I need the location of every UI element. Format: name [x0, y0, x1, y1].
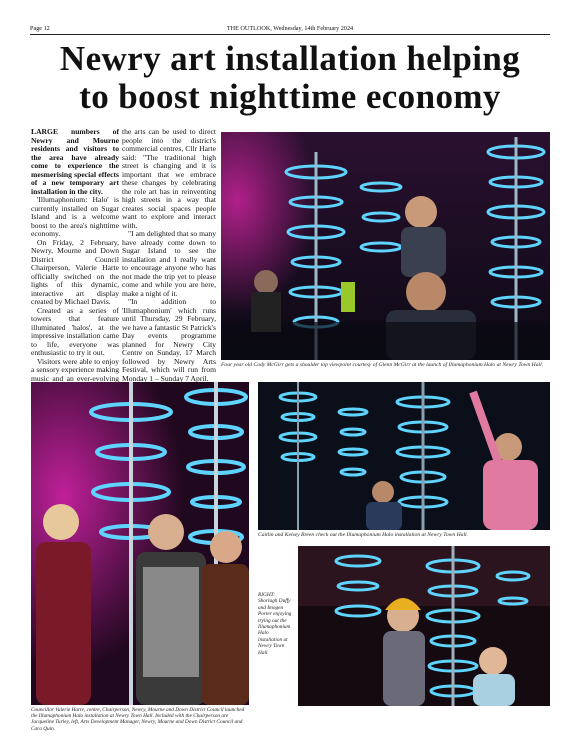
- article-paragraph: the arts can be used to direct people into the district's commercial centres, Cllr Harte said: "The traditional high street is changing and it is important that we embrace these changes by celebrating the role art has in reinventing high streets in a way that creates social spaces people want to explore and interact with.: [122, 127, 216, 230]
- caption-bottom-right: RIGHT: Shorlagh Duffy and Imogen Porter enjoying trying out the Illumaphonium Halo installation at Newry Town Hall.: [258, 592, 292, 656]
- headline-line-2: to boost nighttime economy: [79, 77, 501, 116]
- photo-councillor-group-image: [31, 382, 249, 705]
- photo-two-girls-image: [298, 546, 550, 706]
- photo-bottom-left: [31, 382, 249, 705]
- photo-middle-right: [258, 382, 550, 530]
- article-paragraph: Visitors were able to enjoy a sensory experience making music and an ever-evolving: [31, 356, 119, 383]
- article-paragraph: On Friday, 2 February, Newry, Mourne and Down District Council Chairperson, Valerie Harte officially switched on the lights of this dynamic, interactive art display created by Michael Davis.: [31, 237, 119, 306]
- article-paragraph: "In addition to 'Illumaphonium' which runs until Thursday, 29 February, we have a fantastic St Patrick's Day events programme planned for Newry City Centre on Sunday, 17 March followed by Newry Arts Festival, which will run from Monday 1 – Sunday 7 April.: [122, 297, 216, 383]
- photo-bottom-right: [298, 546, 550, 706]
- article-paragraph: "I am delighted that so many have already come down to Sugar Island to see the installation and I really want to encourage anyone who has not made the trip yet to please come and while you are here, make a night of it.: [122, 229, 216, 298]
- article-lede: LARGE numbers of Newry and Mourne residents and visitors to the area have already come to experience the mesmerising special effects of a new temporary art installation in the city.: [31, 127, 119, 196]
- article-paragraph: 'Illumaphonium: Halo' is currently installed on Sugar Island and is a welcome boost to the area's nighttime economy.: [31, 195, 119, 238]
- headline: [20, 40, 560, 116]
- caption-top-right: Four year old Cody McGirr gets a shoulder top viewpoint courtesy of Glenn McGirr at the launch of Illumaphonium Halo at Newry Town Hall.: [221, 362, 544, 368]
- article-paragraph: Created as a series of towers that feature illuminated 'halos', at the impressive installation came to life, everyone was enthusiastic to try it out.: [31, 305, 119, 357]
- photo-boy-on-shoulders-image: [221, 132, 550, 360]
- photo-top-right: [221, 132, 550, 360]
- page-number: Page 12: [30, 25, 50, 32]
- photo-breen-sisters-image: [258, 382, 550, 530]
- header-rule: [30, 34, 550, 35]
- headline-line-1: Newry art installation helping: [59, 39, 521, 78]
- publication-dateline: THE OUTLOOK, Wednesday, 14th February 2024: [226, 25, 354, 32]
- caption-bottom-left: Councillor Valerie Harte, centre, Chairperson, Newry, Mourne and Down District Council launched the Illumaphonium Halo installation at Newry Town Hall. Included with the Chairperson are Jacqueline Turley, left, Arts Development Manager, Newry, Mourne and Down District Council and Cara Quin.: [31, 707, 245, 732]
- caption-middle-right: Caitlin and Kelsey Breen check out the Illumaphonium Halo installation at Newry Town Hall.: [258, 532, 468, 538]
